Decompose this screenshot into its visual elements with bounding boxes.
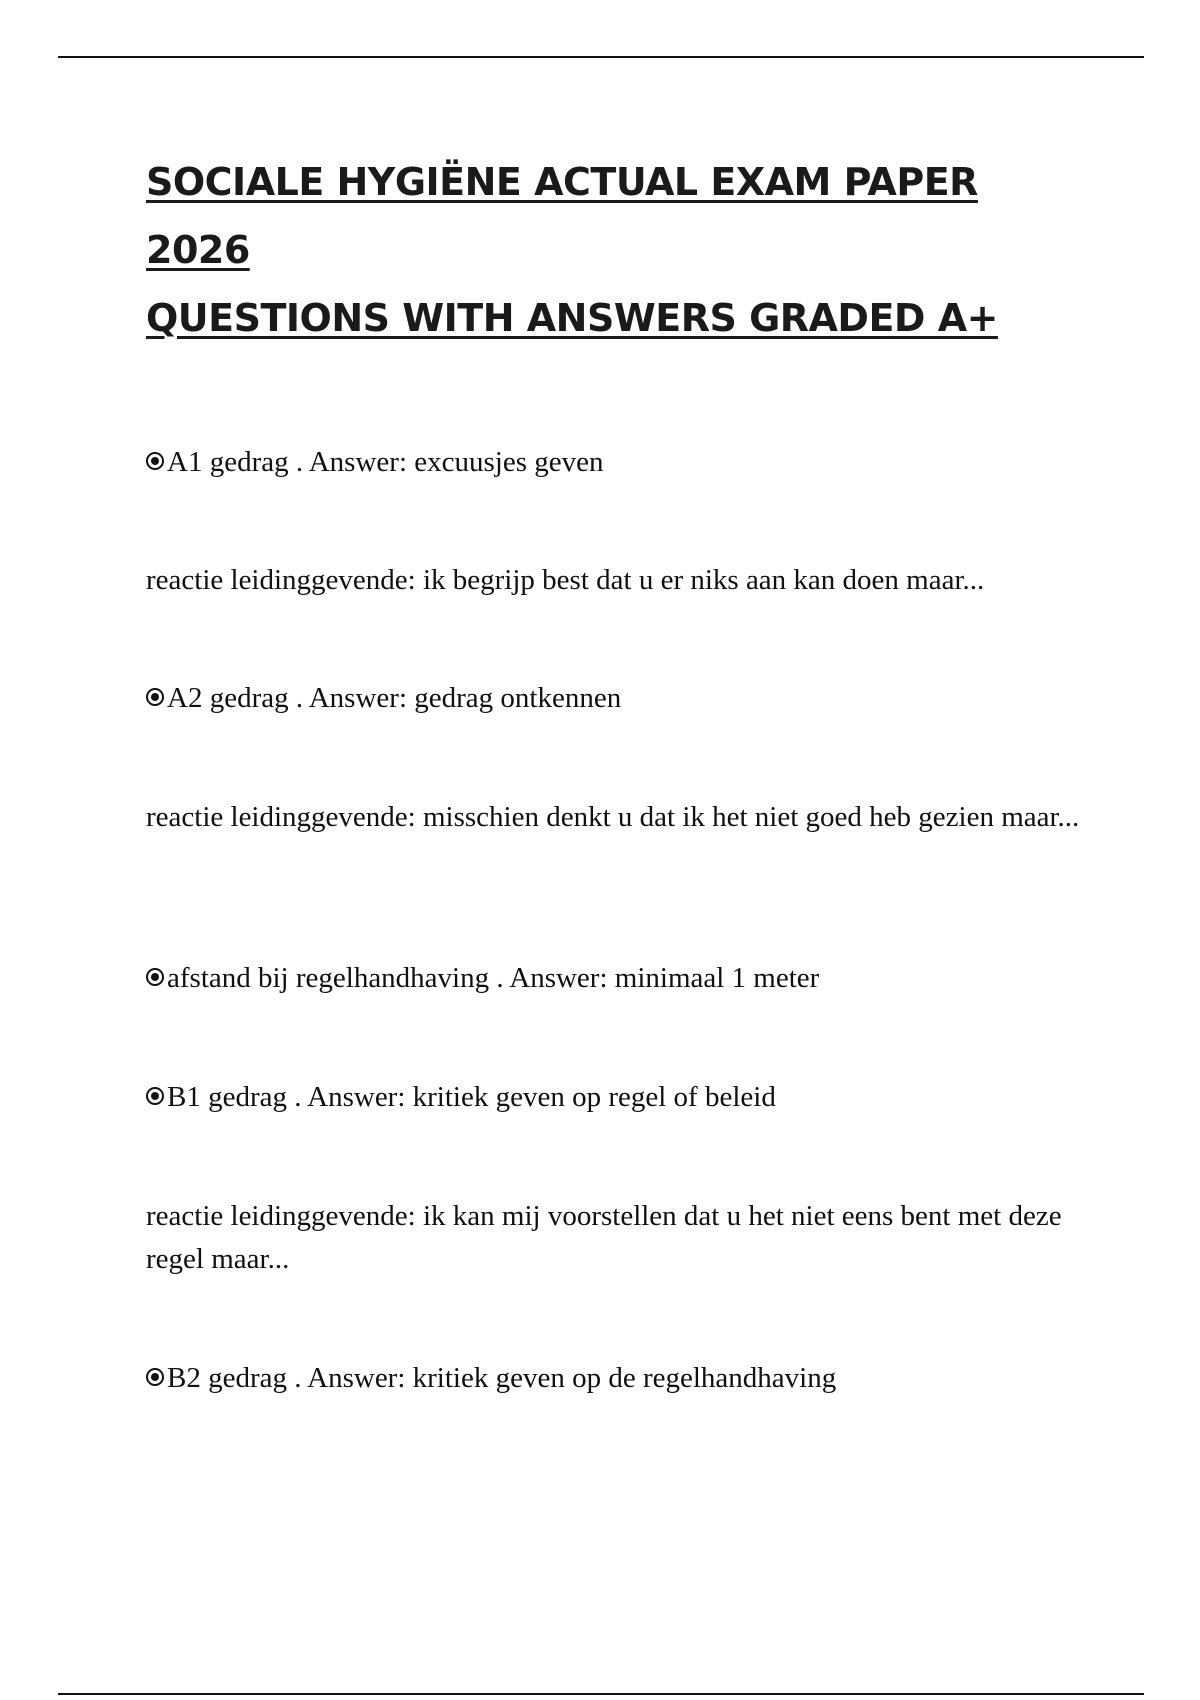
question-text: B1 gedrag . Answer: kritiek geven op regel of beleid <box>167 1081 776 1113</box>
title-line-2: QUESTIONS WITH ANSWERS GRADED A+ <box>146 296 998 340</box>
top-rule <box>58 56 1144 58</box>
document-title <box>146 148 1086 352</box>
answer-explanation <box>146 1195 1106 1281</box>
answer-explanation <box>146 796 1106 839</box>
question-item <box>146 677 1106 720</box>
question-item <box>146 1076 1106 1119</box>
radio-bullet-icon <box>146 452 164 470</box>
bottom-rule <box>58 1693 1144 1695</box>
explanation-text: reactie leidinggevende: misschien denkt u dat ik het niet goed heb gezien maar... <box>146 801 1080 833</box>
question-text: A1 gedrag . Answer: excuusjes geven <box>167 446 604 478</box>
radio-bullet-icon <box>146 1087 164 1105</box>
radio-bullet-icon <box>146 968 164 986</box>
explanation-text: reactie leidinggevende: ik begrijp best dat u er niks aan kan doen maar... <box>146 564 985 596</box>
question-item <box>146 1357 1106 1400</box>
question-item <box>146 441 1106 484</box>
question-text: A2 gedrag . Answer: gedrag ontkennen <box>167 682 622 714</box>
question-item <box>146 957 1106 1000</box>
question-text: afstand bij regelhandhaving . Answer: minimaal 1 meter <box>167 962 820 994</box>
explanation-text: reactie leidinggevende: ik kan mij voorstellen dat u het niet eens bent met deze regel maar... <box>146 1200 1062 1275</box>
title-line-1: SOCIALE HYGIËNE ACTUAL EXAM PAPER 2026 <box>146 160 978 272</box>
question-text: B2 gedrag . Answer: kritiek geven op de regelhandhaving <box>167 1362 837 1394</box>
radio-bullet-icon <box>146 688 164 706</box>
answer-explanation <box>146 559 1106 602</box>
radio-bullet-icon <box>146 1368 164 1386</box>
